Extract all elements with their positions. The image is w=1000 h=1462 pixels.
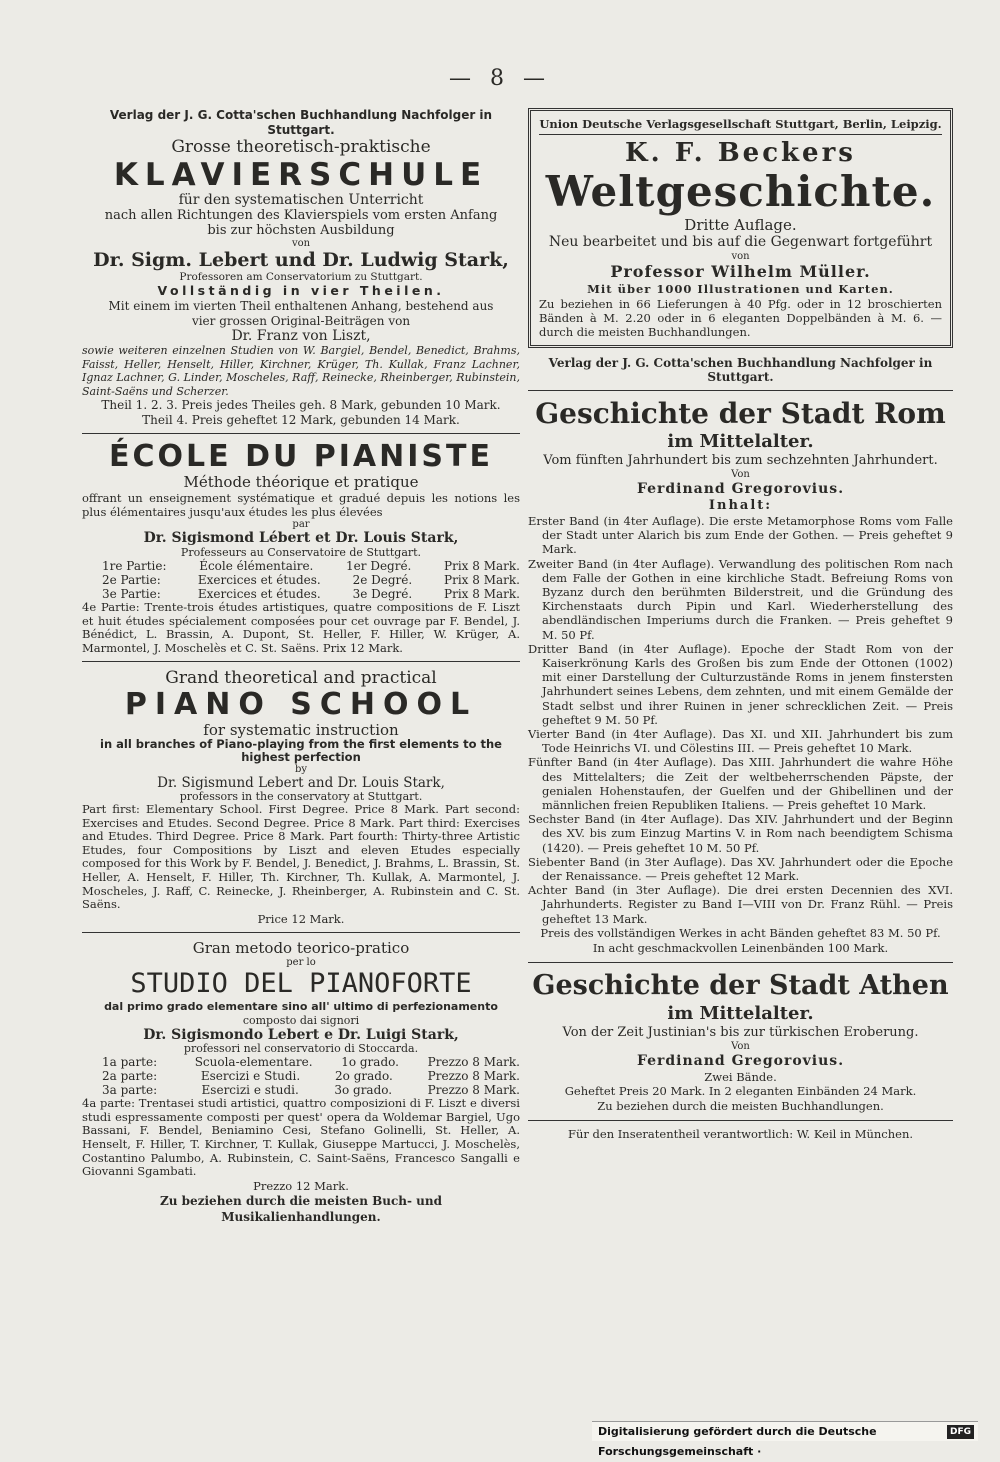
studio-title: STUDIO DEL PIANOFORTE [130, 968, 472, 1000]
klavier-price-1: Theil 1. 2. 3. Preis jedes Theiles geh. 8 Mark, gebunden 10 Mark. [101, 398, 501, 412]
ecole-part-3-label: 3e Partie: [102, 587, 161, 601]
ecole-professors: Professeurs au Conservatoire de Stuttgart. [180, 546, 422, 559]
piano-text: Part first: Elementary School. First Degree. Price 8 Mark. Part second: Exercises and Etudes. Second Degree. Price 8 Mark. Part third: Exercises and Etudes. Third Degree. Price 8 Mark. Part fourth: Thirty-three Artistic Etudes, four Compositions by Liszt and eleven Etudes especially composed for this Work by F. Bendel, J. Benedict, J. Brahms, L. Brassin, St. Heller, A. Henselt, F. Hiller, Th. Kirchner, Th. Kullak, A. Marmontel, J. Moscheles, J. Raff, C. Reinecke, J. Rheinberger, A. Rubinstein and C. St. Saëns. [82, 802, 520, 912]
studio-part-1-title: Scuola-elementare. [194, 1055, 313, 1070]
becker-title: Weltgeschichte. [545, 167, 936, 216]
klavier-von: von [291, 238, 311, 249]
rom-title: Geschichte der Stadt Rom [535, 397, 946, 430]
piano-school-title: PIANO SCHOOL [124, 687, 478, 722]
footer-text: Digitalisierung gefördert durch die Deutsche Forschungsgemeinschaft · [598, 1425, 877, 1458]
klavier-line-2: nach allen Richtungen des Klavierspiels vom ersten Anfang [104, 208, 498, 223]
rom-author: Ferdinand Gregorovius. [636, 481, 845, 497]
athen-dealers: Zu beziehen durch die meisten Buchhandlungen. [597, 1098, 884, 1113]
klavier-line-1: für den systematischen Unterricht [178, 192, 424, 208]
klavier-line-4: Mit einem im vierten Theil enthaltenen Anhang, bestehend aus [108, 299, 494, 313]
klavier-line-3: bis zur höchsten Ausbildung [207, 223, 395, 238]
ecole-part-1-price: Prix 8 Mark. [444, 559, 520, 573]
rom-volume-8: Achter Band (in 3ter Auflage). Die drei ersten Decennien des XVI. Jahrhunderts. Register zu Band I—VIII von Dr. Franz Rühl. — Preis geheftet 13 Mark. [528, 883, 953, 926]
ecole-part-1 [82, 559, 520, 573]
right-column [528, 108, 953, 1348]
studio-part-4: 4a parte: Trentasei studi artistici, quattro composizioni di F. Liszt e diversi studi espressamente composti per quest' opera da Woldemar Bargiel, Ugo Bassani, F. Bendel, Beniamino Cesi, Stefano Golinelli, St. Heller, A. Henselt, F. Hiller, T. Kirchner, T. Kullak, Giuseppe Martucci, J. Moschelès, Costantino Palumbo, A. Rubinstein, C. Saint-Saëns, Francesco Sangalli e Giovanni Sgambati. [82, 1096, 520, 1179]
divider [539, 134, 942, 135]
studio-part-3-label: 3a parte: [102, 1083, 158, 1098]
ecole-part-2-label: 2e Partie: [102, 573, 161, 587]
ecole-part-1-degree: 1er Degré. [346, 559, 412, 573]
rom-volume-7: Siebenter Band (in 3ter Auflage). Das XV. Jahrhundert oder die Epoche der Renaissance. — Preis geheftet 12 Mark. [528, 854, 953, 884]
rom-line-1: Vom fünften Jahrhundert bis zum sechzehnten Jahrhundert. [543, 453, 938, 468]
becker-author: K. F. Beckers [625, 138, 856, 168]
rom-von: Von [731, 469, 750, 480]
klavier-professors: Professoren am Conservatorium zu Stuttgart. [179, 271, 423, 283]
becker-line-1: Neu bearbeitet und bis auf die Gegenwart fortgeführt [548, 234, 933, 250]
athen-price: Geheftet Preis 20 Mark. In 2 eleganten Einbänden 24 Mark. [564, 1083, 917, 1098]
rom-volume-6: Sechster Band (in 4ter Auflage). Das XIV. Jahrhundert und der Beginn des XV. bis zum Einzug Martins V. in Rom nach beendigtem Schisma (1420). — Preis geheftet 10 M. 50 Pf. [528, 812, 953, 855]
klavier-contributors: sowie weiteren einzelnen Studien von W. Bargiel, Bendel, Benedict, Brahms, Faisst, Heller, Henselt, Hiller, Kirchner, Krüger, Th. Kullak, Franz Lachner, Ignaz Lachner, G. Linder, Moscheles, Raff, Reinecke, Rheinberger, Rubinstein, Saint-Saëns und Scherzer. [82, 344, 520, 398]
becker-illustrations: Mit über 1000 Illustrationen und Karten. [587, 282, 894, 296]
ecole-par: par [292, 519, 310, 530]
rom-volume-2: Zweiter Band (in 4ter Auflage). Verwandlung des politischen Rom nach dem Falle der Gothen in eine kirchliche Stadt. Befreiung Roms von Byzanz durch den berühmten Bilderstreit, und die Gründung des Kirchenstaats durch Pipin und Karl. Wiederherstellung des abendländischen Imperiums durch die Franken. — Preis geheftet 9 M. 50 Pf. [528, 556, 953, 642]
rom-volume-4: Vierter Band (in 4ter Auflage). Das XI. und XII. Jahrhundert bis zum Tode Heinrichs VI. und Cölestins III. — Preis geheftet 10 Mark. [528, 727, 953, 756]
ecole-text: offrant un enseignement systématique et gradué depuis les notions les plus élémentaires jusqu'aux études les plus élevées [82, 491, 520, 519]
rom-volume-1: Erster Band (in 4ter Auflage). Die erste Metamorphose Roms vom Falle der Stadt unter Alarich bis zum Ende der Gothen. — Preis geheftet 9 Mark. [528, 514, 953, 557]
athen-author: Ferdinand Gregorovius. [636, 1052, 845, 1069]
studio-line-2: composto dai signori [242, 1014, 360, 1028]
piano-price: Price 12 Mark. [257, 911, 345, 926]
studio-part-1 [82, 1055, 520, 1069]
becker-ad-box [528, 108, 953, 348]
piano-professors: professors in the conservatory at Stuttgart. [179, 790, 423, 803]
divider [82, 661, 520, 662]
ecole-title: ÉCOLE DU PIANISTE [109, 439, 493, 474]
studio-part-2-title: Esercizi e Studi. [200, 1069, 301, 1084]
studio-part-1-degree: 1o grado. [341, 1055, 399, 1070]
studio-line-1: dal primo grado elementare sino all' ultimo di perfezionamento [104, 1000, 498, 1014]
becker-edition: Dritte Auflage. [684, 216, 797, 234]
klavier-liszt: Dr. Franz von Liszt, [231, 328, 371, 344]
klavier-price-2: Theil 4. Preis geheftet 12 Mark, gebunden 14 Mark. [142, 412, 460, 427]
ecole-part-1-title: École élémentaire. [199, 559, 314, 573]
studio-part-1-price: Prezzo 8 Mark. [427, 1055, 520, 1070]
ecole-part-3-price: Prix 8 Mark. [444, 587, 520, 601]
klavierschule-title: KLAVIERSCHULE [113, 157, 489, 193]
divider [528, 962, 953, 963]
studio-price: Prezzo 12 Mark. [253, 1178, 349, 1193]
ecole-authors: Dr. Sigismond Lébert et Dr. Louis Stark, [143, 530, 459, 546]
klavier-complete: Vollständig in vier Theilen. [157, 283, 445, 298]
rom-contents-label: Inhalt: [708, 498, 773, 513]
athen-line-1: Von der Zeit Justinian's bis zur türkischen Eroberung. [562, 1024, 919, 1040]
athen-volumes: Zwei Bände. [704, 1069, 777, 1084]
ecole-part-3-title: Exercices et études. [197, 587, 321, 601]
rom-price: Preis des vollständigen Werkes in acht Bänden geheftet 83 M. 50 Pf. [540, 925, 941, 940]
klavier-authors: Dr. Sigm. Lebert und Dr. Ludwig Stark, [93, 249, 509, 271]
athen-von: Von [731, 1040, 750, 1052]
divider [528, 1120, 953, 1121]
ecole-part-2-title: Exercices et études. [197, 573, 321, 587]
piano-line-2: in all branches of Piano-playing from the first elements to the highest perfection [100, 737, 502, 764]
responsible-editor: Für den Inseratentheil verantwortlich: W. Keil in München. [567, 1126, 914, 1141]
piano-by: by [294, 764, 308, 775]
ecole-part-2-degree: 2e Degré. [352, 573, 413, 587]
digitization-footer [592, 1421, 978, 1458]
ecole-part-2-price: Prix 8 Mark. [444, 573, 520, 587]
divider [82, 932, 520, 933]
ecole-part-3-degree: 3e Degré. [352, 587, 413, 601]
studio-part-2-price: Prezzo 8 Mark. [427, 1069, 520, 1084]
left-column [82, 108, 520, 1348]
studio-part-3-price: Prezzo 8 Mark. [427, 1083, 520, 1098]
divider [528, 390, 953, 391]
klavier-subtitle: Grosse theoretisch-praktische [171, 137, 431, 157]
ecole-part-1-label: 1re Partie: [102, 559, 167, 573]
ecole-subtitle: Méthode théorique et pratique [183, 473, 419, 491]
rom-volume-5: Fünfter Band (in 4ter Auflage). Das XIII. Jahrhundert die wahre Höhe des Mittelalters; die Zeit der weltbeherrschenden Päpste, der genialen Hohenstaufen, der Guelfen und der Ghibellinen und der männlichen freien Republiken Italiens. — Preis geheftet 10 Mark. [528, 755, 953, 813]
publisher-header: Verlag der J. G. Cotta'schen Buchhandlung Nachfolger in Stuttgart. [109, 108, 493, 137]
studio-authors: Dr. Sigismondo Lebert e Dr. Luigi Stark, [143, 1027, 459, 1044]
studio-subtitle: Gran metodo teorico-pratico [192, 939, 410, 958]
studio-part-3 [82, 1083, 520, 1097]
piano-subtitle: Grand theoretical and practical [165, 668, 437, 688]
studio-part-2-label: 2a parte: [102, 1069, 158, 1084]
becker-editor: Professor Wilhelm Müller. [610, 262, 871, 281]
studio-part-3-title: Esercizi e studi. [201, 1083, 299, 1098]
page-number: — 8 — [449, 66, 551, 91]
studio-part-2-degree: 2o grado. [335, 1069, 393, 1084]
divider [82, 433, 520, 434]
athen-subtitle: im Mittelalter. [667, 1002, 814, 1024]
cotta-publisher: Verlag der J. G. Cotta'schen Buchhandlung Nachfolger in Stuttgart. [548, 356, 933, 384]
dfg-logo: DFG [947, 1425, 974, 1439]
becker-von: von [731, 251, 750, 262]
athen-title: Geschichte der Stadt Athen [532, 969, 949, 1001]
studio-part-1-label: 1a parte: [102, 1055, 158, 1070]
ecole-part-3 [82, 587, 520, 601]
ecole-part-2 [82, 573, 520, 587]
becker-text: Zu beziehen in 66 Lieferungen à 40 Pfg. oder in 12 broschierten Bänden à M. 2.20 oder in 6 eleganten Doppelbänden à M. 6. — durch die meisten Buchhandlungen. [539, 297, 942, 339]
rom-subtitle: im Mittelalter. [667, 431, 814, 452]
rom-bound-price: In acht geschmackvollen Leinenbänden 100 Mark. [592, 940, 889, 955]
studio-part-2 [82, 1069, 520, 1083]
becker-publisher: Union Deutsche Verlagsgesellschaft Stuttgart, Berlin, Leipzig. [539, 117, 942, 131]
klavier-line-5: vier grossen Original-Beiträgen von [191, 313, 411, 328]
piano-line-1: for systematic instruction [203, 721, 399, 739]
ecole-part-4: 4e Partie: Trente-trois études artistiques, quatre compositions de F. Liszt et huit études spécialement composées pour cet ouvrage par F. Bendel, J. Bénédict, L. Brassin, A. Dupont, St. Heller, F. Hiller, W. Krüger, A. Marmontel, J. Moschelès et C. St. Saëns. Prix 12 Mark. [82, 600, 520, 655]
studio-per: per lo [286, 957, 316, 969]
piano-authors: Dr. Sigismund Lebert and Dr. Louis Stark, [157, 775, 445, 791]
studio-part-3-degree: 3o grado. [334, 1083, 393, 1098]
studio-dealers: Zu beziehen durch die meisten Buch- und Musikalienhandlungen. [160, 1194, 442, 1225]
studio-professors: professori nel conservatorio di Stoccarda. [183, 1042, 419, 1056]
rom-volume-3: Dritter Band (in 4ter Auflage). Epoche der Stadt Rom von der Kaiserkrönung Karls des Großen bis zum Ende der Ottonen (1002) mit einer Darstellung der Culturzustände Roms in jenem finstersten Jahrhundert seines Lebens, dem zehnten, und mit einem Gemälde der Stadt selbst und ihrer Ruinen in jener schrecklichen Zeit. — Preis geheftet 9 M. 50 Pf. [528, 641, 953, 727]
